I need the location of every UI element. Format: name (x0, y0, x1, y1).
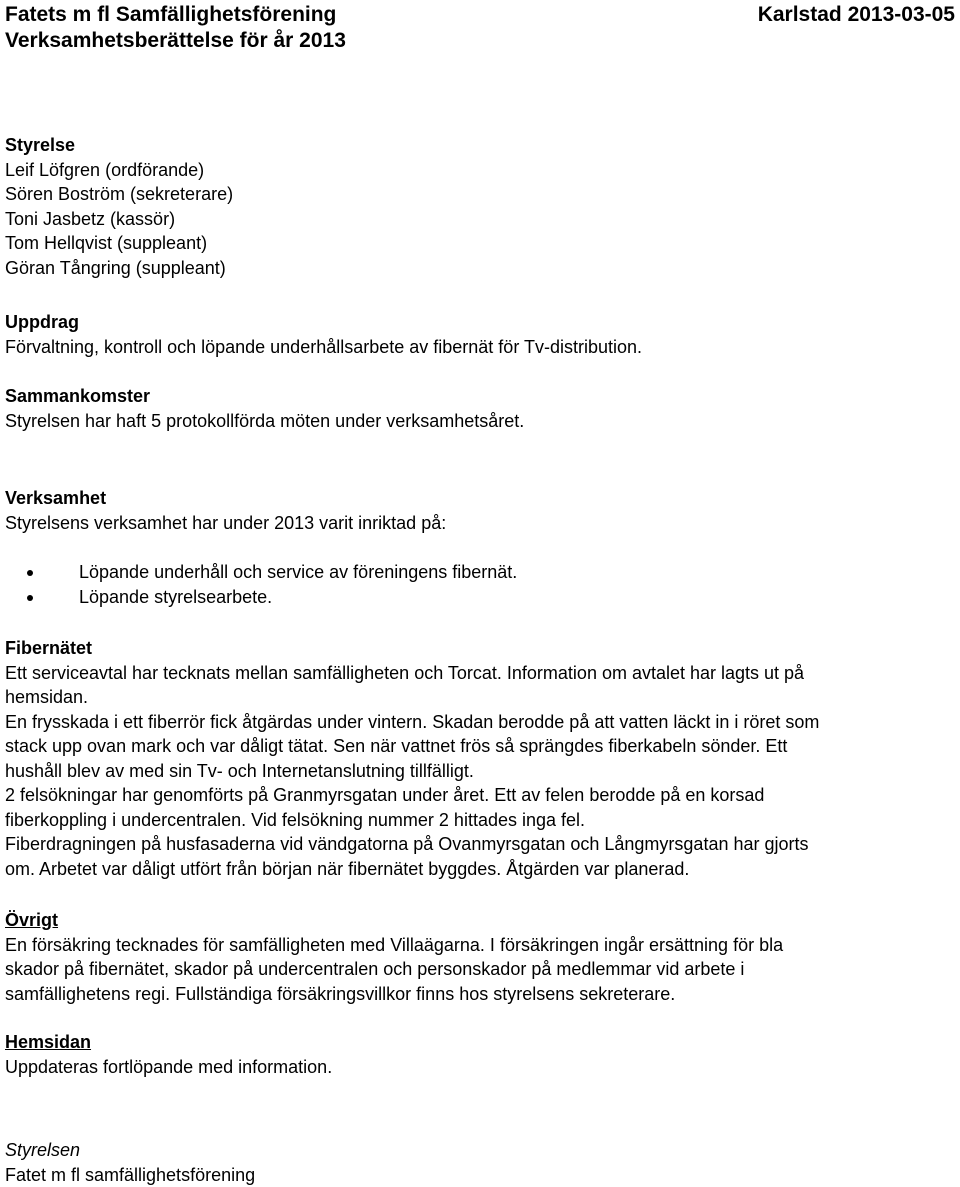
paragraph-line: om. Arbetet var dåligt utfört från början när fibernätet byggdes. Åtgärden var planerad. (5, 858, 690, 879)
paragraph-line: hemsidan. (5, 687, 89, 707)
section-fibernatet (5, 636, 955, 881)
signature-org: Fatet m fl samfällighetsförening (5, 1164, 256, 1185)
section-heading-sammankomster: Sammankomster (5, 386, 151, 406)
section-heading-styrelse: Styrelse (5, 135, 76, 155)
signature-block (5, 1138, 955, 1187)
section-heading-fibernatet: Fibernätet (5, 638, 93, 658)
hemsidan-text: Uppdateras fortlöpande med information. (5, 1056, 333, 1077)
paragraph-line: skador på fibernätet, skador på undercentralen och personskador på medlemmar vid arbete i (5, 959, 745, 979)
board-member: Sören Boström (sekreterare) (5, 184, 234, 204)
document-header (5, 2, 955, 54)
document-title: Fatets m fl Samfällighetsförening (5, 3, 337, 26)
board-member: Göran Tångring (suppleant) (5, 257, 226, 278)
document-subtitle: Verksamhetsberättelse för år 2013 (5, 29, 346, 52)
list-item: Löpande underhåll och service av föreningens fibernät. (5, 560, 955, 585)
board-member: Tom Hellqvist (suppleant) (5, 233, 208, 253)
uppdrag-text: Förvaltning, kontroll och löpande underhållsarbete av fibernät för Tv-distribution. (5, 336, 643, 357)
section-hemsidan (5, 1030, 955, 1079)
signature-line: Styrelsen (5, 1140, 81, 1160)
place-date: Karlstad 2013-03-05 (757, 3, 955, 26)
paragraph-line: 2 felsökningar har genomförts på Granmyrsgatan under året. Ett av felen berodde på en korsad (5, 785, 765, 805)
paragraph-line: stack upp ovan mark och var dåligt tätat. Sen när vattnet frös så sprängdes fiberkabeln sönder. Ett (5, 736, 788, 756)
section-uppdrag (5, 310, 955, 359)
paragraph-line: hushåll blev av med sin Tv- och Internetanslutning tillfälligt. (5, 760, 474, 781)
paragraph-line: En försäkring tecknades för samfälligheten med Villaägarna. I försäkringen ingår ersättning för bla (5, 934, 784, 955)
verksamhet-intro: Styrelsens verksamhet har under 2013 varit inriktad på: (5, 512, 447, 533)
sammankomster-text: Styrelsen har haft 5 protokollförda möten under verksamhetsåret. (5, 410, 525, 431)
section-heading-uppdrag: Uppdrag (5, 312, 79, 332)
board-member: Toni Jasbetz (kassör) (5, 208, 176, 229)
section-heading-verksamhet: Verksamhet (5, 488, 107, 508)
paragraph-line: Fiberdragningen på husfasaderna vid vändgatorna på Ovanmyrsgatan och Långmyrsgatan har gjorts (5, 834, 809, 854)
section-sammankomster (5, 384, 955, 433)
section-verksamhet (5, 486, 955, 609)
section-ovrigt (5, 908, 955, 1006)
paragraph-line: samfällighetens regi. Fullständiga försäkringsvillkor finns hos styrelsens sekreterare. (5, 983, 676, 1004)
section-heading-hemsidan: Hemsidan (5, 1032, 92, 1052)
paragraph-line: fiberkoppling i undercentralen. Vid felsökning nummer 2 hittades inga fel. (5, 809, 586, 830)
paragraph-line: Ett serviceavtal har tecknats mellan samfälligheten och Torcat. Information om avtalet har lagts ut på (5, 662, 805, 683)
board-member: Leif Löfgren (ordförande) (5, 159, 205, 180)
section-styrelse (5, 133, 955, 280)
verksamhet-list (5, 560, 955, 609)
list-item: Löpande styrelsearbete. (5, 585, 955, 610)
section-heading-ovrigt: Övrigt (5, 910, 59, 930)
paragraph-line: En frysskada i ett fiberrör fick åtgärdas under vintern. Skadan berodde på att vatten läckt in i röret som (5, 711, 820, 732)
